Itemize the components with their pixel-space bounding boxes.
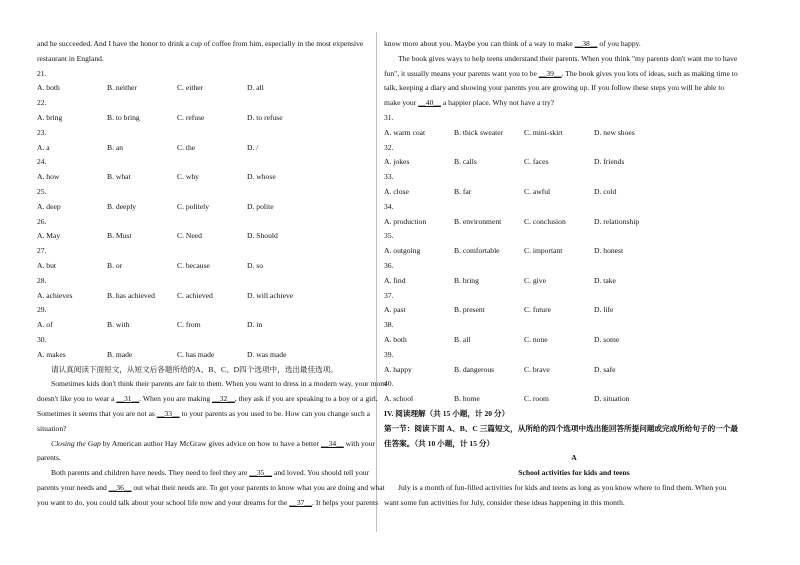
- text-segment: you want to do, you could talk about your school life now and your dreams for the: [37, 497, 290, 507]
- option-d: D. friends: [594, 157, 625, 167]
- question-21: [37, 70, 367, 100]
- text-segment: Both parents and children have needs. They need to feel they are: [51, 468, 250, 478]
- options-row: [37, 232, 367, 247]
- blank-34: __34__: [320, 438, 344, 448]
- option-a: A. bring: [37, 112, 63, 122]
- option-c: C. refuse: [177, 112, 205, 122]
- text-line: talk, keeping a diary and showing your parents you are growing up. If you follow these steps you will be able to: [384, 83, 725, 93]
- option-b: B. present: [454, 305, 485, 315]
- option-d: D. cold: [594, 186, 617, 196]
- question-number: 39.: [384, 349, 394, 359]
- question-number: 24.: [37, 157, 47, 167]
- text-segment: . The book gives you lots of ideas, such as making time to: [561, 68, 738, 78]
- options-row: [37, 84, 367, 99]
- option-d: D. in: [247, 320, 263, 330]
- option-d: D. life: [594, 305, 614, 315]
- question-33: [384, 173, 764, 203]
- option-a: A. outgoing: [384, 246, 421, 256]
- text-segment: make your: [384, 98, 419, 108]
- option-c: C. none: [524, 334, 548, 344]
- question-22: [37, 99, 367, 129]
- option-a: A. both: [384, 334, 407, 344]
- option-a: A. but: [37, 260, 56, 270]
- question-34: [384, 203, 764, 233]
- question-number: 31.: [384, 112, 394, 122]
- option-b: B. Must: [107, 231, 132, 241]
- option-a: A. close: [384, 186, 409, 196]
- option-c: C. why: [177, 172, 199, 182]
- text-line: [37, 394, 378, 410]
- options-row: [384, 218, 764, 233]
- text-segment: by American author Hay McGraw gives advice on how to have a better: [100, 438, 321, 448]
- passage-paragraph-4: [384, 55, 764, 114]
- option-a: A. deep: [37, 201, 61, 211]
- options-row: [384, 395, 764, 410]
- option-c: C. because: [177, 260, 210, 270]
- option-d: D. to refuse: [247, 112, 283, 122]
- section-instruction-line-1: 第一节：阅读下面 A、B、C 三篇短文，从所给的四个选项中选出能回答所提问题或完成所给句子的一个最: [384, 423, 738, 433]
- option-c: C. Need: [177, 231, 202, 241]
- option-d: D. whose: [247, 172, 276, 182]
- option-b: B. neither: [107, 83, 137, 93]
- text-line: [37, 468, 370, 484]
- text-segment: fun", it usually means your parents want you to be: [384, 68, 539, 78]
- text-line: [384, 40, 764, 55]
- question-number: 27.: [37, 246, 47, 256]
- option-c: C. achieved: [177, 290, 213, 300]
- question-number: 26.: [37, 216, 47, 226]
- option-b: B. far: [454, 186, 472, 196]
- text-segment: out what their needs are. To get your parents to know what you are doing and what: [131, 482, 385, 492]
- question-number: 33.: [384, 172, 394, 182]
- option-c: C. future: [524, 305, 551, 315]
- text-segment: Sometimes it seems that you are not as: [37, 408, 157, 418]
- question-37: [384, 292, 764, 322]
- blank-33: __33__: [156, 408, 180, 418]
- options-row: [37, 262, 367, 277]
- text-segment: to your parents as you used to be. How can you change such a: [179, 408, 371, 418]
- option-b: B. made: [107, 349, 133, 359]
- option-b: B. home: [454, 394, 480, 404]
- section-heading: IV. 阅读理解（共 15 小题，计 20 分）: [384, 408, 510, 418]
- option-a: A. production: [384, 216, 427, 226]
- blank-39: __39__: [538, 68, 562, 78]
- text-line: [37, 482, 385, 499]
- intro-line-2: restaurant in England.: [37, 53, 104, 63]
- options-row: [37, 203, 367, 218]
- options-row: [37, 292, 367, 307]
- text-segment: of you happy.: [597, 39, 641, 48]
- question-36: [384, 262, 764, 292]
- text-line: Sometimes kids don't think their parents are fair to them. When you want to dress in a modern way, your mom: [51, 379, 387, 389]
- options-row: [384, 277, 764, 292]
- question-27: [37, 247, 367, 277]
- text-segment: a happier place. Why not have a try?: [440, 98, 555, 108]
- option-d: D. /: [247, 142, 259, 152]
- option-d: D. so: [247, 260, 264, 270]
- question-number: 29.: [37, 305, 47, 315]
- option-c: C. mini-skirt: [524, 127, 563, 137]
- question-number: 30.: [37, 334, 47, 344]
- question-23: [37, 129, 367, 159]
- option-a: A. May: [37, 231, 61, 241]
- option-d: D. safe: [594, 364, 616, 374]
- question-29: [37, 306, 367, 336]
- options-row: [384, 129, 764, 144]
- text-line: [384, 99, 764, 114]
- option-b: B. bring: [454, 275, 479, 285]
- cloze-instruction: 请认真阅读下面短文，从短文后各题所给的A、B、C、D四个选项中，选出最佳选项。: [51, 364, 338, 374]
- option-a: A. how: [37, 172, 60, 182]
- passage-paragraph-3: [37, 468, 385, 513]
- question-number: 36.: [384, 260, 394, 270]
- option-b: B. thick sweater: [454, 127, 504, 137]
- blank-37: __37__: [289, 497, 313, 507]
- options-row: [384, 247, 764, 262]
- option-b: B. dangerous: [454, 364, 495, 374]
- question-number: 28.: [37, 275, 47, 285]
- option-a: A. school: [384, 394, 414, 404]
- blank-36: __36__: [108, 482, 132, 492]
- question-30: [37, 336, 367, 366]
- option-a: A. jokes: [384, 157, 410, 167]
- question-32: [384, 144, 764, 174]
- question-28: [37, 277, 367, 307]
- text-segment: . It helps your parents: [312, 497, 379, 507]
- option-d: D. new shoes: [594, 127, 635, 137]
- text-line: [37, 497, 379, 514]
- question-number: 34.: [384, 201, 394, 211]
- options-row: [384, 366, 764, 381]
- option-a: A. of: [37, 320, 53, 330]
- question-number: 32.: [384, 142, 394, 152]
- text-line: [37, 438, 375, 455]
- text-segment: parents your needs and: [37, 482, 109, 492]
- option-c: C. has made: [177, 349, 215, 359]
- option-a: A. warm coat: [384, 127, 426, 137]
- passage-label: A: [571, 453, 577, 463]
- option-c: C. faces: [524, 157, 549, 167]
- question-35: [384, 232, 764, 262]
- option-c: C. brave: [524, 364, 550, 374]
- question-number: 22.: [37, 98, 47, 108]
- option-d: D. take: [594, 275, 616, 285]
- question-number: 40.: [384, 379, 394, 389]
- text-segment: . When you are making: [139, 394, 213, 404]
- question-25: [37, 188, 367, 218]
- question-39: [384, 351, 764, 381]
- text-segment: , they ask if you are speaking to a boy or a girl.: [234, 394, 378, 404]
- option-c: C. important: [524, 246, 563, 256]
- blank-40: __40__: [418, 98, 441, 108]
- option-a: A. find: [384, 275, 406, 285]
- options-row: [384, 336, 764, 351]
- blank-38: __38__: [574, 39, 598, 48]
- options-row: [384, 306, 764, 321]
- passage-paragraph-1: [37, 379, 387, 439]
- column-divider: [376, 32, 377, 532]
- option-b: B. an: [107, 142, 124, 152]
- blank-31: __31__: [116, 394, 140, 404]
- question-number: 35.: [384, 231, 394, 241]
- option-d: D. honest: [594, 246, 624, 256]
- question-number: 37.: [384, 290, 394, 300]
- passage-title: School activities for kids and teens: [518, 468, 630, 478]
- text-line: situation?: [37, 423, 67, 433]
- option-c: C. politely: [177, 201, 210, 211]
- option-c: C. conclusion: [524, 216, 566, 226]
- option-b: B. to bring: [107, 112, 140, 122]
- option-a: A. both: [37, 83, 60, 93]
- question-31: [384, 114, 764, 144]
- text-segment: doesn't like you to wear a: [37, 394, 117, 404]
- option-d: D. all: [247, 83, 264, 93]
- question-24: [37, 158, 367, 188]
- question-26: [37, 218, 367, 248]
- option-d: D. polite: [247, 201, 274, 211]
- question-number: 38.: [384, 320, 394, 330]
- option-a: A. achieves: [37, 290, 73, 300]
- option-b: B. calls: [454, 157, 477, 167]
- text-line: parents.: [37, 453, 61, 463]
- passage-text-line: want some fun activities for July, consider these ideas happening in this month.: [384, 497, 625, 507]
- option-a: A. makes: [37, 349, 66, 359]
- passage-paragraph-2: [37, 438, 375, 470]
- question-38: [384, 321, 764, 351]
- options-row: [37, 144, 367, 159]
- text-line: The book gives ways to help teens understand their parents. When you think "my parents don't want me to have: [398, 53, 738, 63]
- text-line: [384, 70, 764, 85]
- text-segment: with your: [343, 438, 375, 448]
- option-b: B. deeply: [107, 201, 137, 211]
- question-40: [384, 380, 764, 410]
- option-b: B. all: [454, 334, 471, 344]
- option-b: B. environment: [454, 216, 502, 226]
- right-column: [384, 40, 764, 514]
- option-d: D. some: [594, 334, 620, 344]
- option-d: D. relationship: [594, 216, 640, 226]
- options-row: [384, 188, 764, 203]
- option-b: B. or: [107, 260, 123, 270]
- text-segment: know more about you. Maybe you can think of a way to make: [384, 39, 575, 48]
- option-a: A. past: [384, 305, 406, 315]
- option-b: B. with: [107, 320, 130, 330]
- options-row: [384, 158, 764, 173]
- option-d: D. situation: [594, 394, 630, 404]
- option-a: A. a: [37, 142, 50, 152]
- option-c: C. the: [177, 142, 196, 152]
- option-c: C. give: [524, 275, 546, 285]
- option-d: D. Should: [247, 231, 278, 241]
- option-b: B. has achieved: [107, 290, 155, 300]
- option-b: B. what: [107, 172, 131, 182]
- options-row: [37, 173, 367, 188]
- section-instruction-line-2: 佳答案。（共 10 小题，计 15 分）: [384, 438, 495, 448]
- option-b: B. comfortable: [454, 246, 500, 256]
- blank-35: __35__: [249, 468, 273, 478]
- text-segment: and loved. You should tell your: [272, 468, 370, 478]
- book-title: Closing the Gap: [51, 438, 101, 448]
- passage-text-line: July is a month of fun-filled activities for kids and teens as long as you know where to find them. When you: [398, 482, 727, 492]
- options-row: [37, 114, 367, 129]
- blank-32: __32__: [212, 394, 235, 404]
- option-c: C. awful: [524, 186, 551, 196]
- intro-line-1: and he succeeded. And I have the honor to drink a cup of coffee from him, especially in the most expensive: [37, 39, 364, 48]
- options-row: [37, 321, 367, 336]
- question-number: 25.: [37, 186, 47, 196]
- question-number: 23.: [37, 127, 47, 137]
- left-column: [37, 39, 387, 514]
- option-c: C. either: [177, 83, 204, 93]
- option-c: C. from: [177, 320, 201, 330]
- option-d: D. will achieve: [247, 290, 294, 300]
- option-d: D. was made: [247, 349, 287, 359]
- options-row: [37, 351, 367, 366]
- option-c: C. room: [524, 394, 549, 404]
- question-number: 21.: [37, 68, 47, 78]
- option-a: A. happy: [384, 364, 412, 374]
- text-line: [37, 408, 371, 425]
